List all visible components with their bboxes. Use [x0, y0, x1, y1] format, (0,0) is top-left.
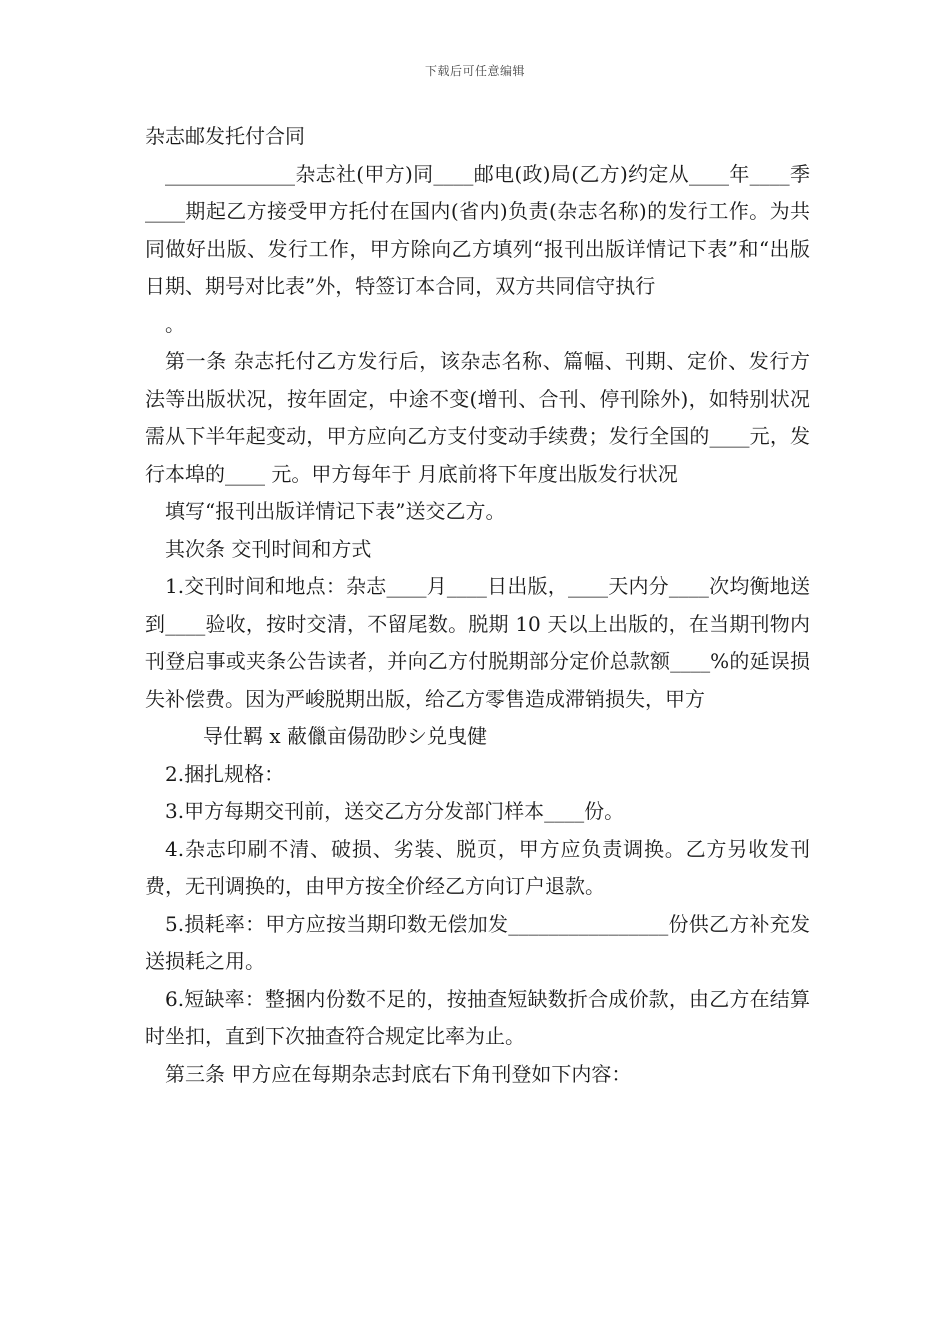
page-header: 下载后可任意编辑 — [424, 64, 525, 78]
paragraph-garbled: 导仕羁 x 蔽儠亩偒劭眇シ兑曳健 — [203, 724, 487, 748]
paragraph-intro: _____________杂志社(甲方)同____邮电(政)局(乙方)约定从____年____季____期起乙方接受甲方托付在国内(省内)负责(杂志名称)的发行工作。为共同做好出版、发行工作，甲方除向乙方填列“报刊出版详情记下表”和“出版日期、期号对比表”外，特签订本合同，双方共同信守执行 — [145, 161, 810, 298]
paragraph-article-3: 第三条 甲方应在每期杂志封底右下角刊登如下内容： — [165, 1061, 632, 1086]
paragraph-article-1: 第一条 杂志托付乙方发行后，该杂志名称、篇幅、刊期、定价、发行方法等出版状况，按年固定，中途不变(增刊、合刊、停刊除外)，如特别状况需从下半年起变动，甲方应向乙方支付变动手续费；发行全国的____元，发行本埠的____ 元。甲方每年于 月底前将下年度出版发行状况 — [145, 349, 810, 486]
paragraph-article-2-heading: 其次条 交刊时间和方式 — [165, 536, 372, 561]
paragraph-item-3: 3.甲方每期交刊前，送交乙方分发部门样本____份。 — [165, 799, 625, 823]
paragraph-item-2: 2.捆扎规格： — [165, 761, 285, 786]
paragraph-item-5: 5.损耗率：甲方应按当期印数无偿加发________________份供乙方补充发送损耗之用。 — [145, 911, 810, 973]
document-body — [145, 118, 810, 1093]
document-title: 杂志邮发托付合同 — [145, 124, 305, 148]
paragraph-period: 。 — [165, 311, 185, 336]
paragraph-item-6: 6.短缺率：整捆内份数不足的，按抽查短缺数折合成价款，由乙方在结算时坐扣，直到下次抽查符合规定比率为止。 — [145, 986, 810, 1048]
paragraph-item-1: 1.交刊时间和地点：杂志____月____日出版，____天内分____次均衡地送到____验收，按时交清，不留尾数。脱期 10 天以上出版的，在当期刊物内刊登启事或夹条公告读者，并向乙方付脱期部分定价总款额____%的延误损失补偿费。因为严峻脱期出版，给乙方零售造成滞销损失，甲方 — [145, 574, 810, 711]
paragraph-item-4: 4.杂志印刷不清、破损、劣装、脱页，甲方应负责调换。乙方另收发刊费，无刊调换的，由甲方按全价经乙方向订户退款。 — [145, 836, 810, 898]
paragraph-article-1-cont: 填写“报刊出版详情记下表”送交乙方。 — [165, 499, 506, 523]
